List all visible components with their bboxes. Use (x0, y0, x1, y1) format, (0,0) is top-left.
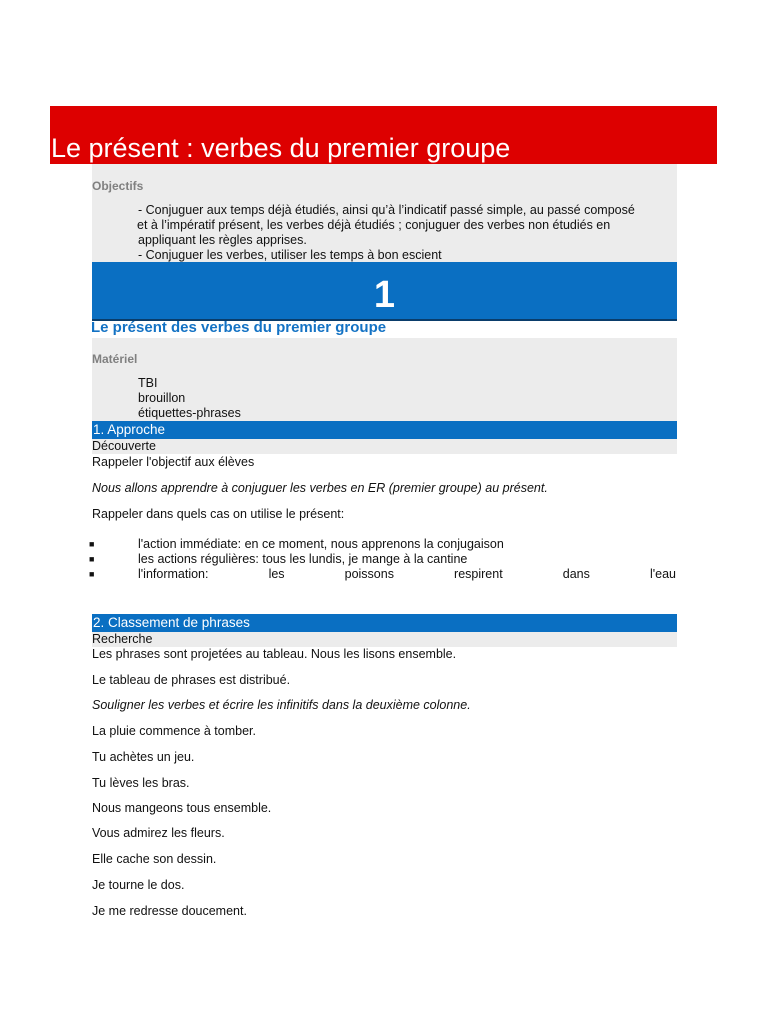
section1-paragraph: Rappeler dans quels cas on utilise le présent: (92, 507, 345, 521)
sentence: Tu lèves les bras. (92, 776, 190, 790)
sentence: Nous mangeons tous ensemble. (92, 801, 272, 815)
section1-subtitle-bg (92, 439, 677, 454)
sentence: Tu achètes un jeu. (92, 750, 195, 764)
session-title: Le présent des verbes du premier groupe (91, 319, 387, 336)
objectifs-line: et à l’impératif présent, les verbes déjà étudiés ; conjuguer des verbes non étudiés en (137, 218, 611, 232)
objectifs-label: Objectifs (92, 179, 144, 193)
bullet-word: l'eau (649, 567, 676, 581)
section1-subtitle: Découverte (92, 439, 156, 453)
objectifs-line: - Conjuguer aux temps déjà étudiés, ainsi qu’à l’indicatif passé simple, au passé composé (138, 203, 635, 217)
sentence: Je me redresse doucement. (92, 904, 247, 918)
materiel-item: étiquettes-phrases (138, 406, 241, 420)
objectifs-line: - Conjuguer les verbes, utiliser les temps à bon escient (138, 248, 442, 262)
session-number: 1 (373, 274, 396, 316)
sentence: La pluie commence à tomber. (92, 724, 256, 738)
section1-bar (92, 421, 677, 439)
section2-subtitle-bg (92, 632, 677, 647)
bullet-item: l'action immédiate: en ce moment, nous apprenons la conjugaison (138, 537, 504, 551)
section1-title: 1. Approche (93, 422, 166, 437)
sentence: Je tourne le dos. (92, 878, 185, 892)
bullet-word: les (268, 567, 285, 581)
section2-title: 2. Classement de phrases (93, 615, 250, 630)
bullet-item (138, 567, 676, 582)
section2-paragraph-italic: Souligner les verbes et écrire les infinitifs dans la deuxième colonne. (92, 698, 471, 712)
section2-paragraph: Le tableau de phrases est distribué. (92, 673, 291, 687)
materiel-item: brouillon (138, 391, 186, 405)
sentence: Elle cache son dessin. (92, 852, 217, 866)
bullet-icon: ■ (89, 539, 95, 549)
section1-paragraph-italic: Nous allons apprendre à conjuguer les verbes en ER (premier groupe) au présent. (92, 481, 548, 495)
section2-paragraph: Les phrases sont projetées au tableau. Nous les lisons ensemble. (92, 647, 457, 661)
page-title: Le présent : verbes du premier groupe (51, 133, 511, 163)
bullet-word: poissons (344, 567, 394, 581)
objectifs-text (138, 203, 678, 263)
section2-subtitle: Recherche (92, 632, 153, 646)
bullet-word: l'information: (138, 567, 209, 581)
bullet-item: les actions régulières: tous les lundis, je mange à la cantine (138, 552, 468, 566)
materiel-label: Matériel (92, 352, 138, 366)
objectifs-line: appliquant les règles apprises. (138, 233, 307, 247)
bullet-icon: ■ (89, 554, 95, 564)
section1-paragraph: Rappeler l'objectif aux élèves (92, 455, 255, 469)
sentence: Vous admirez les fleurs. (92, 826, 225, 840)
bullet-icon: ■ (89, 569, 95, 579)
bullet-word: dans (562, 567, 590, 581)
bullet-word: respirent (454, 567, 503, 581)
materiel-item: TBI (138, 376, 158, 390)
